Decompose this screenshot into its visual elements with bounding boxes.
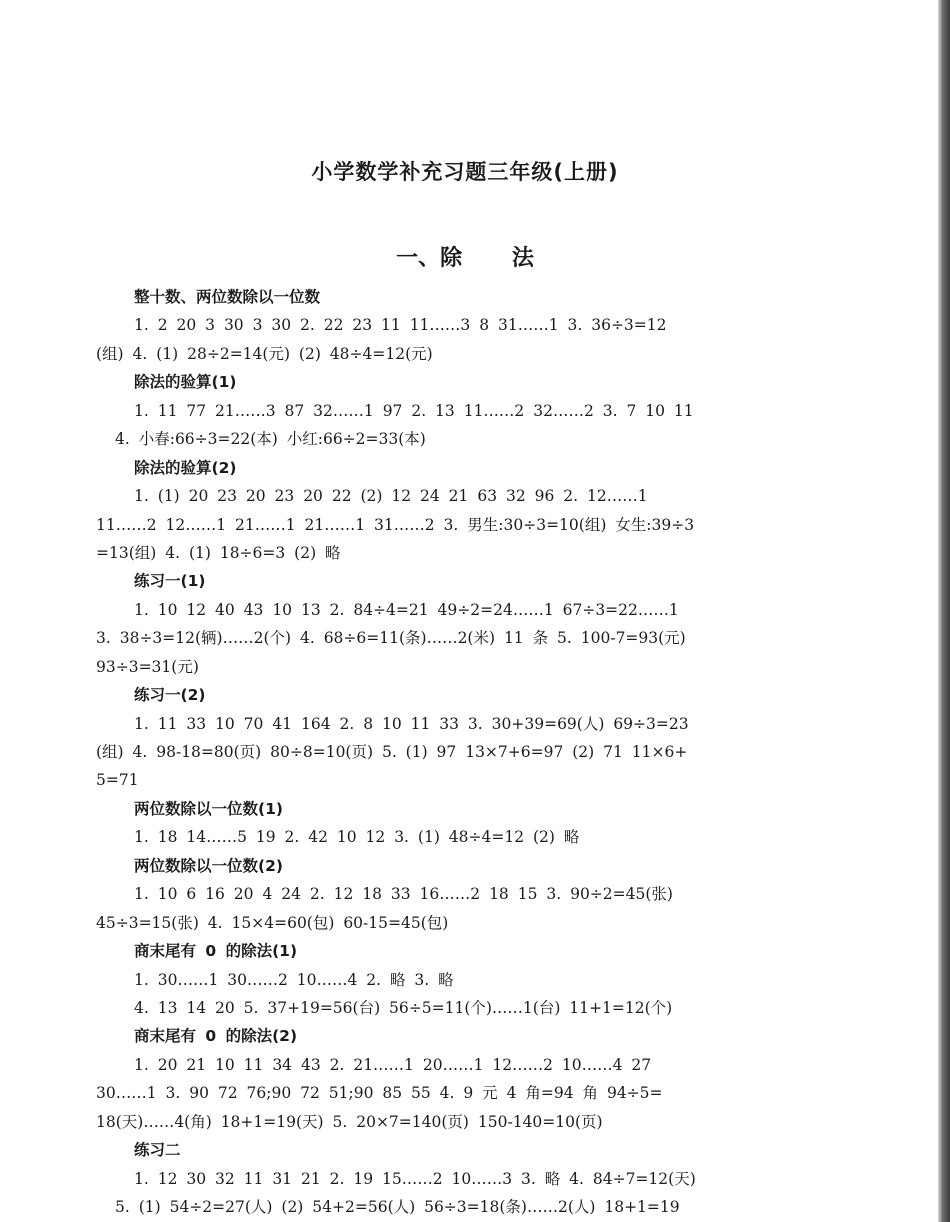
answer-line: 45÷3=15(张) 4. 15×4=60(包) 60-15=45(包) <box>96 913 449 932</box>
answer-line: 30……1 3. 90 72 76;90 72 51;90 85 55 4. 9 元 4 角=94 角 94÷5= <box>96 1084 663 1103</box>
section-heading: 除法的验算(1) <box>134 373 237 392</box>
answer-line: 4. 13 14 20 5. 37+19=56(台) 56÷5=11(个)……1(台) 11+1=12(个) <box>134 998 673 1017</box>
answer-line: (组) 4. 98-18=80(页) 80÷8=10(页) 5. (1) 97 13×7+6=97 (2) 71 11×6+ <box>96 743 688 761</box>
answer-line: 1. 2 20 3 30 3 30 2. 22 23 11 11……3 8 31……1 3. 36÷3=12 <box>134 316 667 335</box>
chapter-title: 一、除 法 <box>396 246 534 271</box>
answer-line: 1. 11 77 21……3 87 32……1 97 2. 13 11……2 32……2 3. 7 10 11 <box>134 401 694 420</box>
answer-line: 1. 10 12 40 43 10 13 2. 84÷4=21 49÷2=24……1 67÷3=22……1 <box>134 600 679 619</box>
section-heading: 两位数除以一位数(1) <box>134 799 283 818</box>
answer-line: 1. 18 14……5 19 2. 42 10 12 3. (1) 48÷4=12 (2) 略 <box>134 828 580 847</box>
answer-line: 3. 38÷3=12(辆)……2(个) 4. 68÷6=11(条)……2(米) 11 条 5. 100-7=93(元) <box>96 629 686 648</box>
answer-line: 1. 20 21 10 11 34 43 2. 21……1 20……1 12……2 10……4 27 <box>134 1055 652 1074</box>
answer-line: 1. 30……1 30……2 10……4 2. 略 3. 略 <box>134 970 454 989</box>
answer-line: 1. 11 33 10 70 41 164 2. 8 10 11 33 3. 30+39=69(人) 69÷3=23 <box>134 714 689 733</box>
answer-line: 5=71 <box>96 771 139 790</box>
page-edge-shadow <box>938 0 950 1222</box>
answer-line: 18(天)……4(角) 18+1=19(天) 5. 20×7=140(页) 150-140=10(页) <box>96 1112 603 1131</box>
answer-line: =13(组) 4. (1) 18÷6=3 (2) 略 <box>96 543 341 562</box>
answer-line: 5. (1) 54÷2=27(人) (2) 54+2=56(人) 56÷3=18(条)……2(人) 18+1=19 <box>115 1198 680 1216</box>
answer-line: 1. 10 6 16 20 4 24 2. 12 18 33 16……2 18 15 3. 90÷2=45(张) <box>134 885 673 904</box>
section-heading: 除法的验算(2) <box>134 458 237 477</box>
section-heading: 商末尾有 0 的除法(1) <box>134 942 298 961</box>
section-heading: 整十数、两位数除以一位数 <box>134 288 321 306</box>
answer-line: 11……2 12……1 21……1 21……1 31……2 3. 男生:30÷3=10(组) 女生:39÷3 <box>96 515 695 534</box>
book-title: 小学数学补充习题三年级(上册) <box>311 160 619 184</box>
section-heading: 练习二 <box>134 1141 181 1160</box>
answer-line: (组) 4. (1) 28÷2=14(元) (2) 48÷4=12(元) <box>96 344 433 363</box>
section-heading: 练习一(2) <box>134 686 206 705</box>
section-heading: 练习一(1) <box>134 572 206 591</box>
section-heading: 两位数除以一位数(2) <box>134 856 283 875</box>
answer-line: 93÷3=31(元) <box>96 657 199 676</box>
answer-line: 1. 12 30 32 11 31 21 2. 19 15……2 10……3 3. 略 4. 84÷7=12(天) <box>134 1169 696 1188</box>
answer-line: 4. 小春:66÷3=22(本) 小红:66÷2=33(本) <box>115 430 426 449</box>
answer-content <box>96 283 842 1221</box>
answer-line: 1. (1) 20 23 20 23 20 22 (2) 12 24 21 63 32 96 2. 12……1 <box>134 487 648 506</box>
section-heading: 商末尾有 0 的除法(2) <box>134 1027 298 1046</box>
